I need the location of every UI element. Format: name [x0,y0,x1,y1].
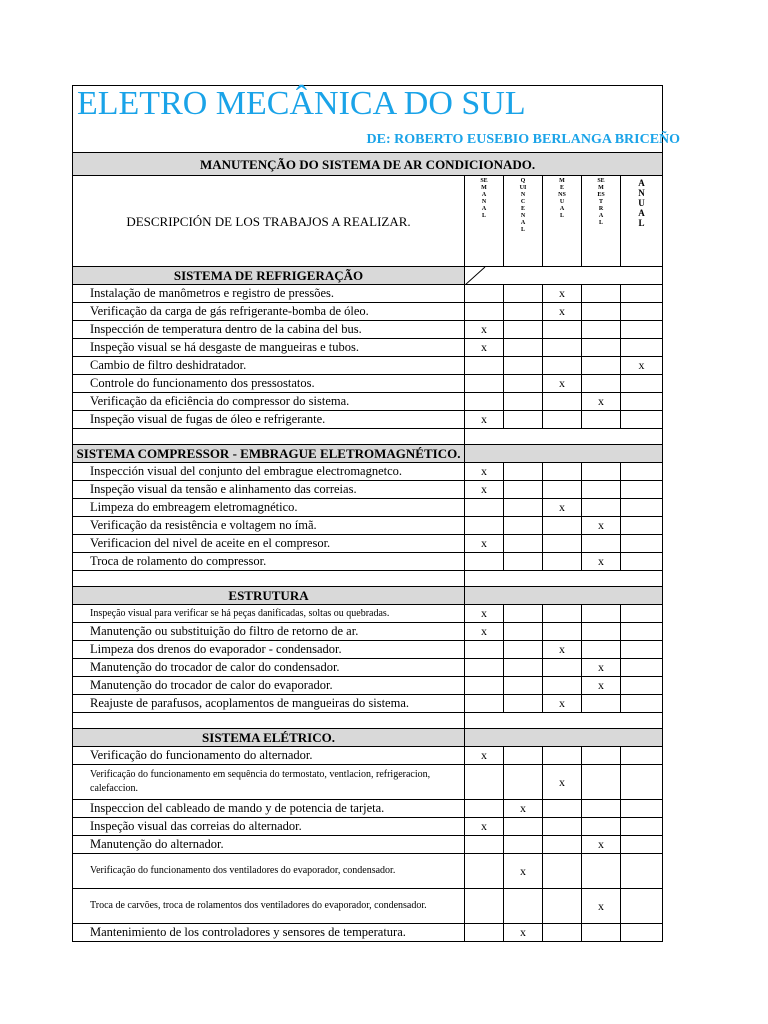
frequency-mark [621,605,663,623]
frequency-mark [465,357,504,375]
section-header-row [73,267,663,285]
frequency-mark [582,375,621,393]
task-description: Inspeção visual se há desgaste de mangueiras e tubos. [73,339,465,357]
spacer-cell [73,713,465,729]
frequency-mark [465,765,504,800]
task-description: Cambio de filtro deshidratador. [73,357,465,375]
frequency-mark [543,854,582,889]
frequency-mark [465,553,504,571]
table-row [73,836,663,854]
frequency-mark [582,535,621,553]
freq-header-semestral: SEMESTRAL [582,176,621,267]
table-row [73,818,663,836]
table-row [73,481,663,499]
table-row [73,517,663,535]
frequency-mark [504,765,543,800]
table-row [73,339,663,357]
frequency-mark [504,553,543,571]
frequency-mark: x [504,924,543,942]
task-description: Verificação da eficiência do compressor do sistema. [73,393,465,411]
section-spacer [73,571,663,587]
section-title: SISTEMA DE REFRIGERAÇÃO [73,267,465,285]
frequency-mark [621,517,663,535]
frequency-mark [582,499,621,517]
frequency-mark: x [543,375,582,393]
frequency-mark [621,854,663,889]
frequency-mark [543,659,582,677]
task-description: Mantenimiento de los controladores y sensores de temperatura. [73,924,465,942]
section-header-row [73,729,663,747]
frequency-mark [543,800,582,818]
freq-header-mensual: MENSUAL [543,176,582,267]
task-description: Reajuste de parafusos, acoplamentos de mangueiras do sistema. [73,695,465,713]
frequency-mark [504,499,543,517]
frequency-mark [621,924,663,942]
frequency-mark [582,747,621,765]
frequency-mark [621,889,663,924]
freq-header-anual: ANUAL [621,176,663,267]
section-header-fill [465,587,663,605]
frequency-mark [621,321,663,339]
task-description: Inspeção visual de fugas de óleo e refrigerante. [73,411,465,429]
frequency-mark [543,924,582,942]
maintenance-sheet [72,85,681,942]
frequency-mark [621,375,663,393]
frequency-mark [543,411,582,429]
table-row [73,499,663,517]
frequency-mark [621,623,663,641]
frequency-mark [543,889,582,924]
spacer-cell [465,571,663,587]
frequency-mark [582,481,621,499]
frequency-mark [582,695,621,713]
table-row [73,605,663,623]
frequency-mark [582,605,621,623]
frequency-mark: x [543,499,582,517]
section-title: SISTEMA COMPRESSOR - EMBRAGUE ELETROMAGNÉTICO. [73,445,465,463]
section-title: ESTRUTURA [73,587,465,605]
task-description: Inspección visual del conjunto del embrague electromagnetco. [73,463,465,481]
frequency-mark [621,553,663,571]
frequency-mark: x [543,285,582,303]
spacer-cell [73,429,465,445]
task-description: Troca de carvões, troca de rolamentos dos ventiladores do evaporador, condensador. [73,889,465,924]
frequency-mark: x [465,463,504,481]
frequency-mark [621,463,663,481]
section-header-fill [465,445,663,463]
spacer-cell [73,571,465,587]
section-spacer [73,713,663,729]
frequency-mark [621,659,663,677]
frequency-mark [543,677,582,695]
frequency-mark [465,677,504,695]
frequency-mark [621,285,663,303]
frequency-mark [582,800,621,818]
table-row [73,800,663,818]
frequency-mark [504,411,543,429]
task-description: Troca de rolamento do compressor. [73,553,465,571]
frequency-mark [582,411,621,429]
frequency-mark [621,800,663,818]
table-row [73,641,663,659]
table-row [73,303,663,321]
freq-header-quincenal: QUINCENAL [504,176,543,267]
frequency-mark [504,393,543,411]
section-header-fill [465,267,663,285]
frequency-mark: x [582,659,621,677]
frequency-mark [543,836,582,854]
task-description: Verificação do funcionamento dos ventiladores do evaporador, condensador. [73,854,465,889]
frequency-mark [582,463,621,481]
frequency-mark [582,623,621,641]
section-spacer [73,429,663,445]
frequency-mark: x [543,695,582,713]
frequency-mark [543,339,582,357]
freq-header-semanal: SEMANAL [465,176,504,267]
maintenance-table [72,85,681,942]
frequency-mark [504,481,543,499]
frequency-mark [621,641,663,659]
frequency-mark [621,499,663,517]
table-row [73,924,663,942]
task-description: Manutenção do alternador. [73,836,465,854]
frequency-mark: x [582,553,621,571]
frequency-mark [465,499,504,517]
task-description: Inspección de temperatura dentro de la cabina del bus. [73,321,465,339]
frequency-mark [621,303,663,321]
frequency-mark [621,339,663,357]
description-header: DESCRIPCIÓN DE LOS TRABAJOS A REALIZAR. [73,176,465,267]
frequency-mark [465,393,504,411]
frequency-mark [621,836,663,854]
table-row [73,747,663,765]
frequency-mark [543,623,582,641]
task-description: Manutenção do trocador de calor do evaporador. [73,677,465,695]
frequency-mark [582,641,621,659]
frequency-mark [582,765,621,800]
frequency-mark [504,463,543,481]
frequency-mark [465,854,504,889]
spacer-cell [465,429,663,445]
table-row [73,623,663,641]
sheet-subtitle: MANUTENÇÃO DO SISTEMA DE AR CONDICIONADO. [73,153,663,176]
frequency-mark [543,481,582,499]
frequency-mark: x [543,641,582,659]
frequency-mark [543,517,582,535]
frequency-mark: x [465,747,504,765]
table-row [73,393,663,411]
frequency-mark [582,285,621,303]
table-row [73,553,663,571]
frequency-mark [465,889,504,924]
title-block [73,85,681,153]
table-row [73,659,663,677]
frequency-mark: x [465,535,504,553]
frequency-mark [504,285,543,303]
frequency-mark: x [543,303,582,321]
task-description: Inspeção visual das correias do alternador. [73,818,465,836]
frequency-mark [582,854,621,889]
task-description: Manutenção do trocador de calor do condensador. [73,659,465,677]
frequency-mark [465,836,504,854]
frequency-mark: x [582,677,621,695]
frequency-mark [621,818,663,836]
frequency-mark [543,393,582,411]
author-line: DE: ROBERTO EUSEBIO BERLANGA BRICEÑO [366,132,681,147]
task-description: Verificacion del nivel de aceite en el compresor. [73,535,465,553]
frequency-mark [504,659,543,677]
frequency-mark [621,393,663,411]
frequency-mark: x [582,836,621,854]
frequency-mark [543,357,582,375]
task-description: Inspeccion del cableado de mando y de potencia de tarjeta. [73,800,465,818]
company-name: ELETRO MECÂNICA DO SUL [77,85,526,122]
frequency-mark: x [582,517,621,535]
task-description: Inspeção visual da tensão e alinhamento das correias. [73,481,465,499]
frequency-mark [543,463,582,481]
table-row [73,695,663,713]
frequency-mark [465,641,504,659]
frequency-mark [504,677,543,695]
spacer-cell [465,713,663,729]
frequency-mark [504,321,543,339]
frequency-mark [504,623,543,641]
frequency-mark [504,517,543,535]
section-header-fill [465,729,663,747]
frequency-mark: x [465,411,504,429]
frequency-mark [504,818,543,836]
frequency-mark [582,924,621,942]
task-description: Manutenção ou substituição do filtro de retorno de ar. [73,623,465,641]
frequency-mark [504,747,543,765]
frequency-mark: x [465,339,504,357]
table-row [73,765,663,800]
frequency-mark: x [582,393,621,411]
frequency-mark: x [465,481,504,499]
frequency-mark [504,357,543,375]
frequency-mark: x [465,605,504,623]
frequency-mark [465,695,504,713]
frequency-mark: x [465,321,504,339]
frequency-mark [621,481,663,499]
frequency-mark [621,747,663,765]
table-row [73,463,663,481]
frequency-mark [621,535,663,553]
frequency-mark [465,375,504,393]
frequency-mark: x [543,765,582,800]
frequency-mark [504,695,543,713]
section-header-row [73,587,663,605]
frequency-mark [582,357,621,375]
task-description: Verificação da carga de gás refrigerante-bomba de óleo. [73,303,465,321]
frequency-mark [543,818,582,836]
table-row [73,535,663,553]
frequency-mark [543,553,582,571]
table-row [73,854,663,889]
frequency-mark: x [465,818,504,836]
frequency-mark [543,535,582,553]
frequency-mark [465,924,504,942]
frequency-mark: x [465,623,504,641]
table-row [73,375,663,393]
task-description: Limpeza dos drenos do evaporador - condensador. [73,641,465,659]
frequency-mark: x [504,854,543,889]
task-description: Controle do funcionamento dos pressostatos. [73,375,465,393]
frequency-mark [465,303,504,321]
frequency-mark [504,375,543,393]
table-row [73,321,663,339]
table-row [73,889,663,924]
table-row [73,285,663,303]
frequency-mark [543,321,582,339]
table-row [73,357,663,375]
frequency-mark [582,818,621,836]
task-description: Limpeza do embreagem eletromagnético. [73,499,465,517]
frequency-mark [582,339,621,357]
task-description: Verificação da resistência e voltagem no ímã. [73,517,465,535]
task-description: Inspeção visual para verificar se há peças danificadas, soltas ou quebradas. [73,605,465,623]
table-row [73,411,663,429]
frequency-mark [543,605,582,623]
frequency-mark [504,303,543,321]
frequency-mark [504,836,543,854]
frequency-mark: x [582,889,621,924]
frequency-mark [582,303,621,321]
frequency-mark: x [621,357,663,375]
section-title: SISTEMA ELÉTRICO. [73,729,465,747]
frequency-mark [621,695,663,713]
frequency-mark [621,411,663,429]
section-header-row [73,445,663,463]
frequency-mark [504,339,543,357]
task-description: Verificação do funcionamento do alternador. [73,747,465,765]
frequency-mark [621,677,663,695]
task-description: Verificação do funcionamento em sequência do termostato, ventlacion, refrigeracion, calefaccion. [73,765,465,800]
frequency-mark [465,659,504,677]
frequency-mark [465,517,504,535]
frequency-mark [504,889,543,924]
frequency-mark [582,321,621,339]
frequency-mark [465,285,504,303]
frequency-mark [465,800,504,818]
frequency-mark [621,765,663,800]
diagonal-line-icon [465,267,505,285]
task-description: Instalação de manômetros e registro de pressões. [73,285,465,303]
frequency-mark: x [504,800,543,818]
frequency-mark [504,535,543,553]
table-row [73,677,663,695]
frequency-mark [504,605,543,623]
frequency-mark [504,641,543,659]
frequency-mark [543,747,582,765]
